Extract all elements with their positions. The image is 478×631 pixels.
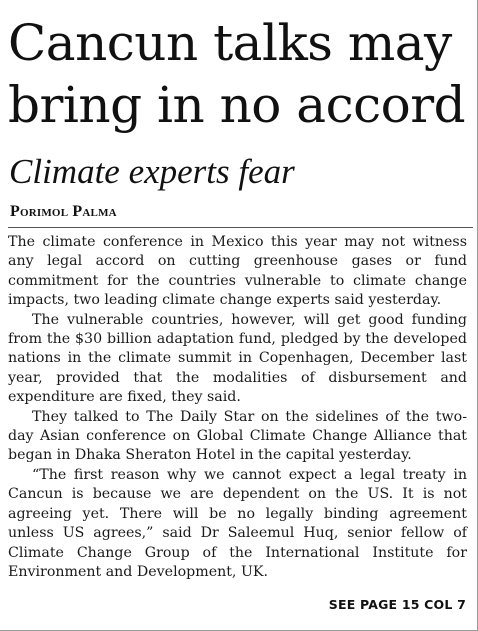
byline-divider (8, 227, 473, 228)
article-paragraph: They talked to The Daily Star on the sidelines of the two-day Asian conference on Global Climate Change Alliance that began in Dhaka Sheraton Hotel in the capital yesterday. (8, 408, 467, 464)
article-paragraph: The vulnerable countries, however, will get good funding from the $30 billion adaptation fund, pledged by the developed nations in the climate summit in Copenhagen, December last year, provided that the modalities of disbursement and expenditure are fixed, they said. (8, 311, 467, 406)
headline: Cancun talks may bring in no accord (8, 14, 466, 134)
article-body (8, 233, 467, 582)
article-paragraph: “The first reason why we cannot expect a legal treaty in Cancun is because we are dependent on the US. It is not agreeing yet. There will be no legally binding agreement unless US agrees,” said Dr Saleemul Huq, senior fellow of Climate Change Group of the International Institute for Environment and Development, UK. (8, 466, 467, 580)
subheadline: Climate experts fear (9, 152, 295, 191)
continuation-reference: SEE PAGE 15 COL 7 (328, 597, 466, 612)
article-paragraph: The climate conference in Mexico this year may not witness any legal accord on cutting greenhouse gases or fund commitment for the countries vulnerable to climate change impacts, two leading climate change experts said yesterday. (8, 234, 467, 309)
byline: Porimol Palma (10, 203, 117, 220)
